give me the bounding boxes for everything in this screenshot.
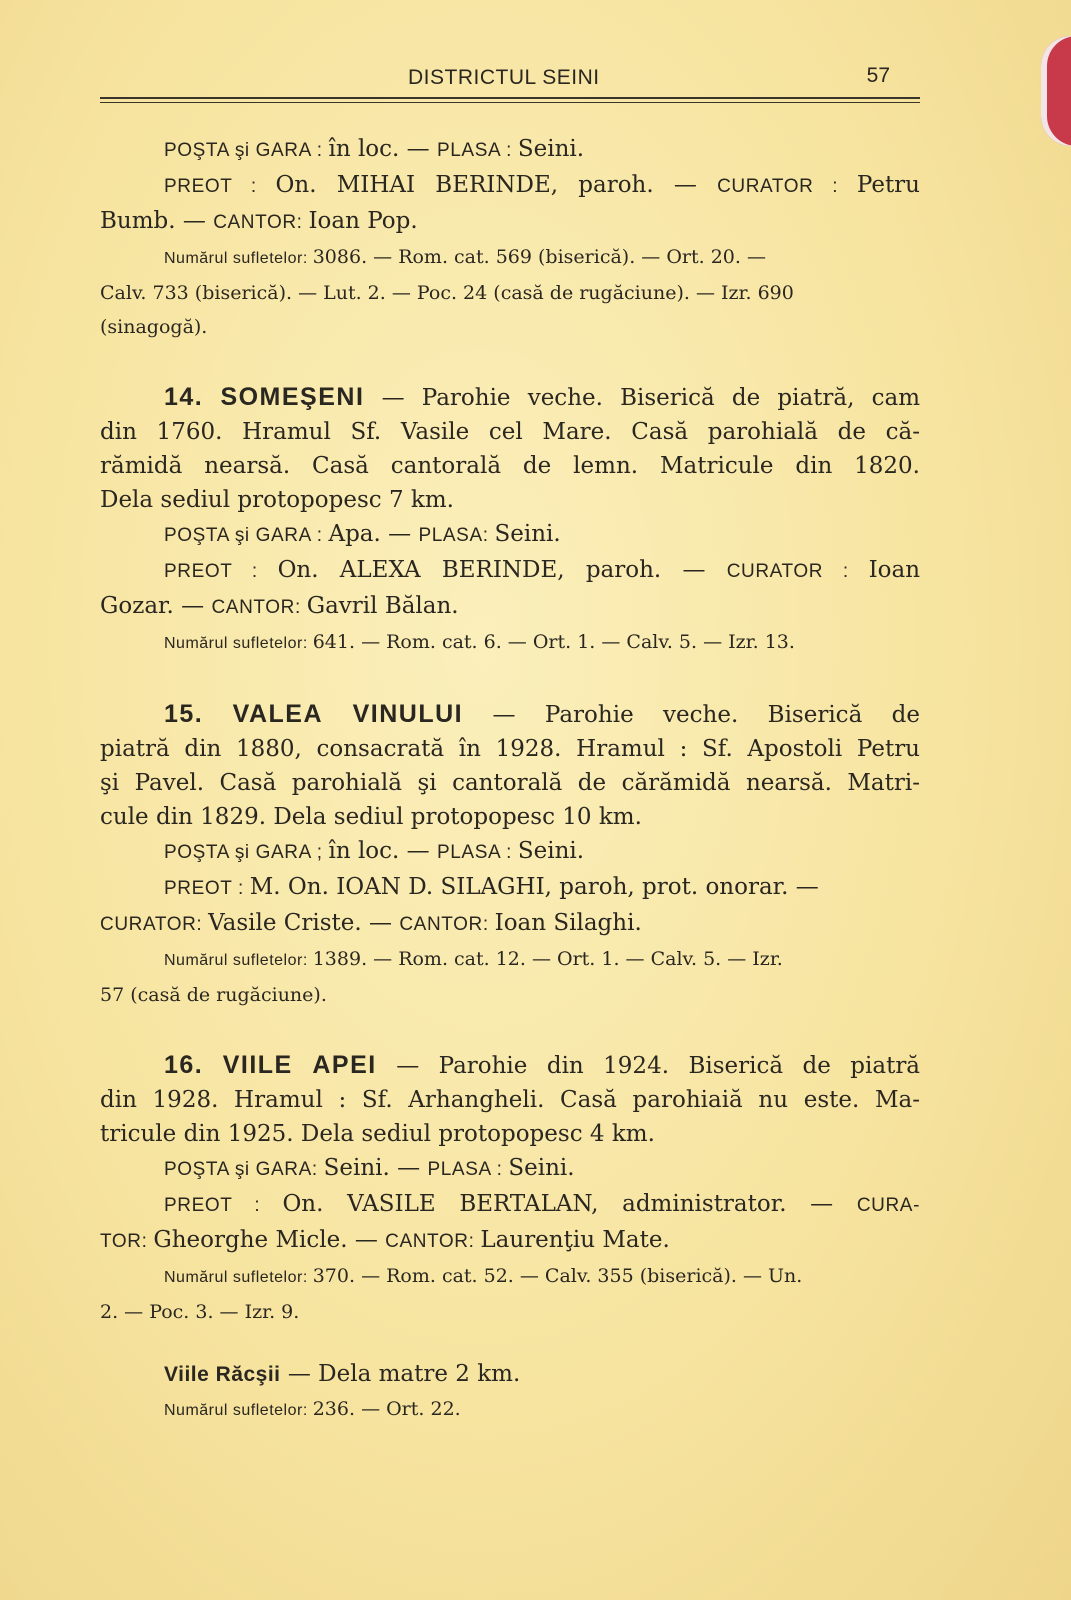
page-body <box>100 132 920 1428</box>
population-line: Numărul sufletelor: 3086. — Rom. cat. 569 (biserică). — Ort. 20. — <box>164 246 766 268</box>
entry-text: din 1760. Hramul Sf. Vasile cel Mare. Casă parohială de că- <box>100 419 920 445</box>
page-header <box>100 62 920 102</box>
entry-heading: 14. SOMEŞENI — Parohie veche. Biserică de piatră, cam <box>164 383 920 411</box>
preot-line: PREOT : On. VASILE BERTALAN, administrator. — CURA- <box>164 1191 921 1217</box>
subentry-viile-racsii <box>100 1357 920 1428</box>
preot-line: PREOT : On. ALEXA BERINDE, paroh. — CURATOR : Ioan <box>164 557 921 583</box>
intro-block <box>100 132 920 344</box>
entry-someseni <box>100 380 920 661</box>
posta-line: POŞTA şi GARA : Apa. — PLASA: Seini. <box>164 521 561 547</box>
population-line: Numărul sufletelor: 236. — Ort. 22. <box>164 1398 461 1420</box>
entry-text: tricule din 1925. Dela sediul protopopesc 4 km. <box>100 1121 655 1147</box>
population-line: Numărul sufletelor: 370. — Rom. cat. 52. — Calv. 355 (biserică). — Un. <box>164 1265 803 1287</box>
population-line-2: 57 (casă de rugăciune). <box>100 984 327 1006</box>
preot-line: PREOT : M. On. IOAN D. SILAGHI, paroh, prot. onorar. — <box>164 874 819 900</box>
population-line-3: (sinagogă). <box>100 316 208 338</box>
cantor-line: TOR: Gheorghe Micle. — CANTOR: Laurenţiu Mate. <box>100 1227 670 1253</box>
posta-line: POŞTA şi GARA ; în loc. — PLASA : Seini. <box>164 838 585 864</box>
cantor-line: CURATOR: Vasile Criste. — CANTOR: Ioan Silaghi. <box>100 910 642 936</box>
entry-valea-vinului <box>100 697 920 1012</box>
entry-text: şi Pavel. Casă parohială şi cantorală de cărămidă nearsă. Matri- <box>100 770 920 796</box>
running-title: DISTRICTUL SEINI <box>408 66 600 89</box>
entry-title: VIILE APEI <box>222 1051 377 1079</box>
population-line: Numărul sufletelor: 1389. — Rom. cat. 12. — Ort. 1. — Calv. 5. — Izr. <box>164 948 783 970</box>
entry-text: rămidă nearsă. Casă cantorală de lemn. Matricule din 1820. <box>100 453 920 479</box>
entry-title: VALEA VINULUI <box>232 700 464 728</box>
posta-line: POŞTA şi GARA: Seini. — PLASA : Seini. <box>164 1155 575 1181</box>
population-line: Numărul sufletelor: 641. — Rom. cat. 6. — Ort. 1. — Calv. 5. — Izr. 13. <box>164 631 795 653</box>
preot-line: PREOT : On. MIHAI BERINDE, paroh. — CURATOR : Petru <box>164 172 920 198</box>
page-edge-tab <box>1041 36 1071 146</box>
cantor-line: Bumb. — CANTOR: Ioan Pop. <box>100 208 418 234</box>
posta-line: POŞTA şi GARA : în loc. — PLASA : Seini. <box>164 136 585 162</box>
entry-heading: 16. VIILE APEI — Parohie din 1924. Biserică de piatră <box>164 1051 921 1079</box>
subentry-heading: Viile Răcşii — Dela matre 2 km. <box>164 1361 521 1387</box>
population-line-2: 2. — Poc. 3. — Izr. 9. <box>100 1301 300 1323</box>
header-rule <box>100 97 920 99</box>
page-number: 57 <box>866 64 890 87</box>
cantor-line: Gozar. — CANTOR: Gavril Bălan. <box>100 593 459 619</box>
entry-title: SOMEŞENI <box>220 383 365 411</box>
subentry-title: Viile Răcşii <box>164 1363 281 1386</box>
entry-text: din 1928. Hramul : Sf. Arhangheli. Casă parohiaiă nu este. Ma- <box>100 1087 920 1113</box>
entry-heading: 15. VALEA VINULUI — Parohie veche. Biserică de <box>164 700 920 728</box>
population-line-2: Calv. 733 (biserică). — Lut. 2. — Poc. 24 (casă de rugăciune). — Izr. 690 <box>100 282 794 304</box>
entry-text: cule din 1829. Dela sediul protopopesc 10 km. <box>100 804 642 830</box>
entry-text: piatră din 1880, consacrată în 1928. Hramul : Sf. Apostoli Petru <box>100 736 920 762</box>
header-rule-thin <box>100 102 920 103</box>
entry-viile-apei <box>100 1048 920 1329</box>
entry-text: Dela sediul protopopesc 7 km. <box>100 487 454 513</box>
